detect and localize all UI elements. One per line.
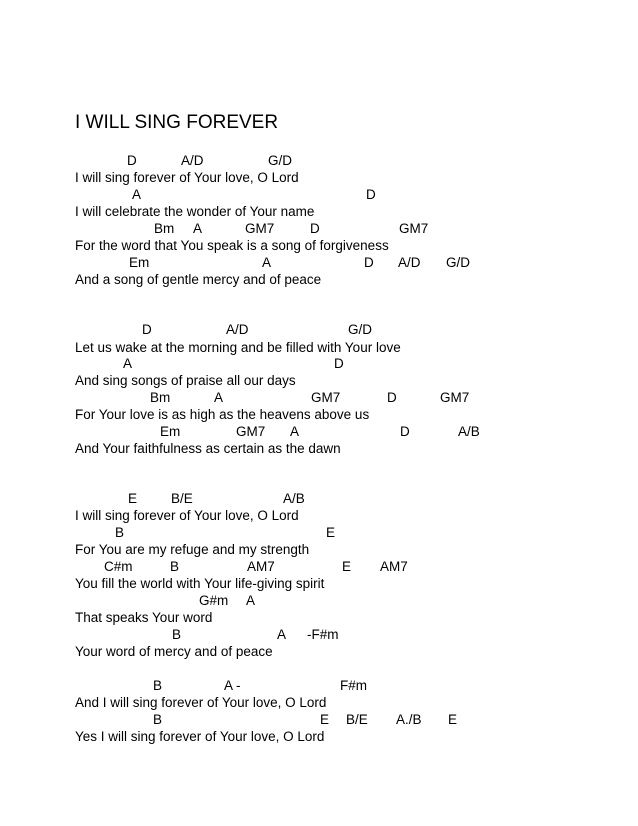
chord-symbol: B	[115, 525, 125, 540]
lyric-line: Yes I will sing forever of Your love, O Lord	[75, 729, 325, 744]
chord-symbol: D	[127, 153, 137, 168]
lyric-line: And sing songs of praise all our days	[75, 373, 296, 388]
chord-symbol: AM7	[380, 559, 408, 574]
chord-symbol: A/D	[181, 153, 204, 168]
chord-symbol: E	[128, 491, 138, 506]
chord-symbol: GM7	[440, 390, 470, 405]
chord-symbol: D	[387, 390, 397, 405]
chord-symbol: B/E	[346, 712, 368, 727]
chord-symbol: GM7	[399, 221, 429, 236]
chord-symbol: A./B	[396, 712, 422, 727]
chord-symbol: E	[342, 559, 352, 574]
chord-symbol: A/B	[458, 424, 480, 439]
chord-symbol: A	[214, 390, 224, 405]
chord-symbol: B	[170, 559, 180, 574]
song-title: I WILL SING FOREVER	[75, 112, 279, 133]
lyric-line: I will celebrate the wonder of Your name	[75, 204, 315, 219]
chord-symbol: D	[142, 322, 152, 337]
lyric-line: You fill the world with Your life-giving spirit	[75, 576, 325, 591]
chord-symbol: G/D	[268, 153, 293, 168]
chord-symbol: D	[310, 221, 320, 236]
chord-symbol: E	[320, 712, 330, 727]
chord-symbol: F#m	[340, 678, 367, 693]
chord-symbol: E	[448, 712, 458, 727]
chord-symbol: GM7	[236, 424, 266, 439]
chord-symbol: A/D	[226, 322, 249, 337]
chord-symbol: -F#m	[307, 627, 339, 642]
chord-symbol: D	[366, 187, 376, 202]
chord-symbol: A	[132, 187, 142, 202]
chord-symbol: GM7	[245, 221, 275, 236]
lyric-line: Your word of mercy and of peace	[75, 644, 273, 659]
chord-symbol: E	[326, 525, 336, 540]
chord-symbol: A	[193, 221, 203, 236]
chord-symbol: D	[400, 424, 410, 439]
chord-symbol: A/D	[398, 255, 421, 270]
chord-symbol: G/D	[446, 255, 471, 270]
chord-symbol: B	[153, 712, 163, 727]
lyric-line: For the word that You speak is a song of forgiveness	[75, 238, 389, 253]
chord-symbol: A	[290, 424, 300, 439]
lyric-line: For Your love is as high as the heavens above us	[75, 407, 370, 422]
chord-symbol: A/B	[283, 491, 305, 506]
lyric-line: Let us wake at the morning and be filled with Your love	[75, 340, 401, 355]
lyric-line: And a song of gentle mercy and of peace	[75, 272, 322, 287]
chord-symbol: Bm	[150, 390, 171, 405]
chord-symbol: A	[277, 627, 287, 642]
chord-symbol: D	[364, 255, 374, 270]
chord-symbol: G#m	[199, 593, 229, 608]
chord-symbol: A	[246, 593, 256, 608]
lyric-line: For You are my refuge and my strength	[75, 542, 310, 557]
lyric-line: That speaks Your word	[75, 610, 213, 625]
chord-symbol: B	[172, 627, 182, 642]
chord-symbol: AM7	[247, 559, 275, 574]
chord-symbol: G/D	[348, 322, 373, 337]
chord-symbol: Em	[160, 424, 181, 439]
lyric-line: And I will sing forever of Your love, O Lord	[75, 695, 327, 710]
chord-symbol: A	[123, 356, 133, 371]
chord-symbol: A -	[224, 678, 241, 693]
chord-symbol: B/E	[171, 491, 193, 506]
chord-symbol: D	[334, 356, 344, 371]
chord-symbol: GM7	[311, 390, 341, 405]
chord-symbol: C#m	[104, 559, 133, 574]
chord-symbol: A	[262, 255, 272, 270]
lyric-line: And Your faithfulness as certain as the dawn	[75, 441, 341, 456]
chord-symbol: B	[153, 678, 163, 693]
lyric-line: I will sing forever of Your love, O Lord	[75, 508, 299, 523]
lyric-line: I will sing forever of Your love, O Lord	[75, 170, 299, 185]
chord-symbol: Bm	[154, 221, 175, 236]
chord-symbol: Em	[129, 255, 150, 270]
